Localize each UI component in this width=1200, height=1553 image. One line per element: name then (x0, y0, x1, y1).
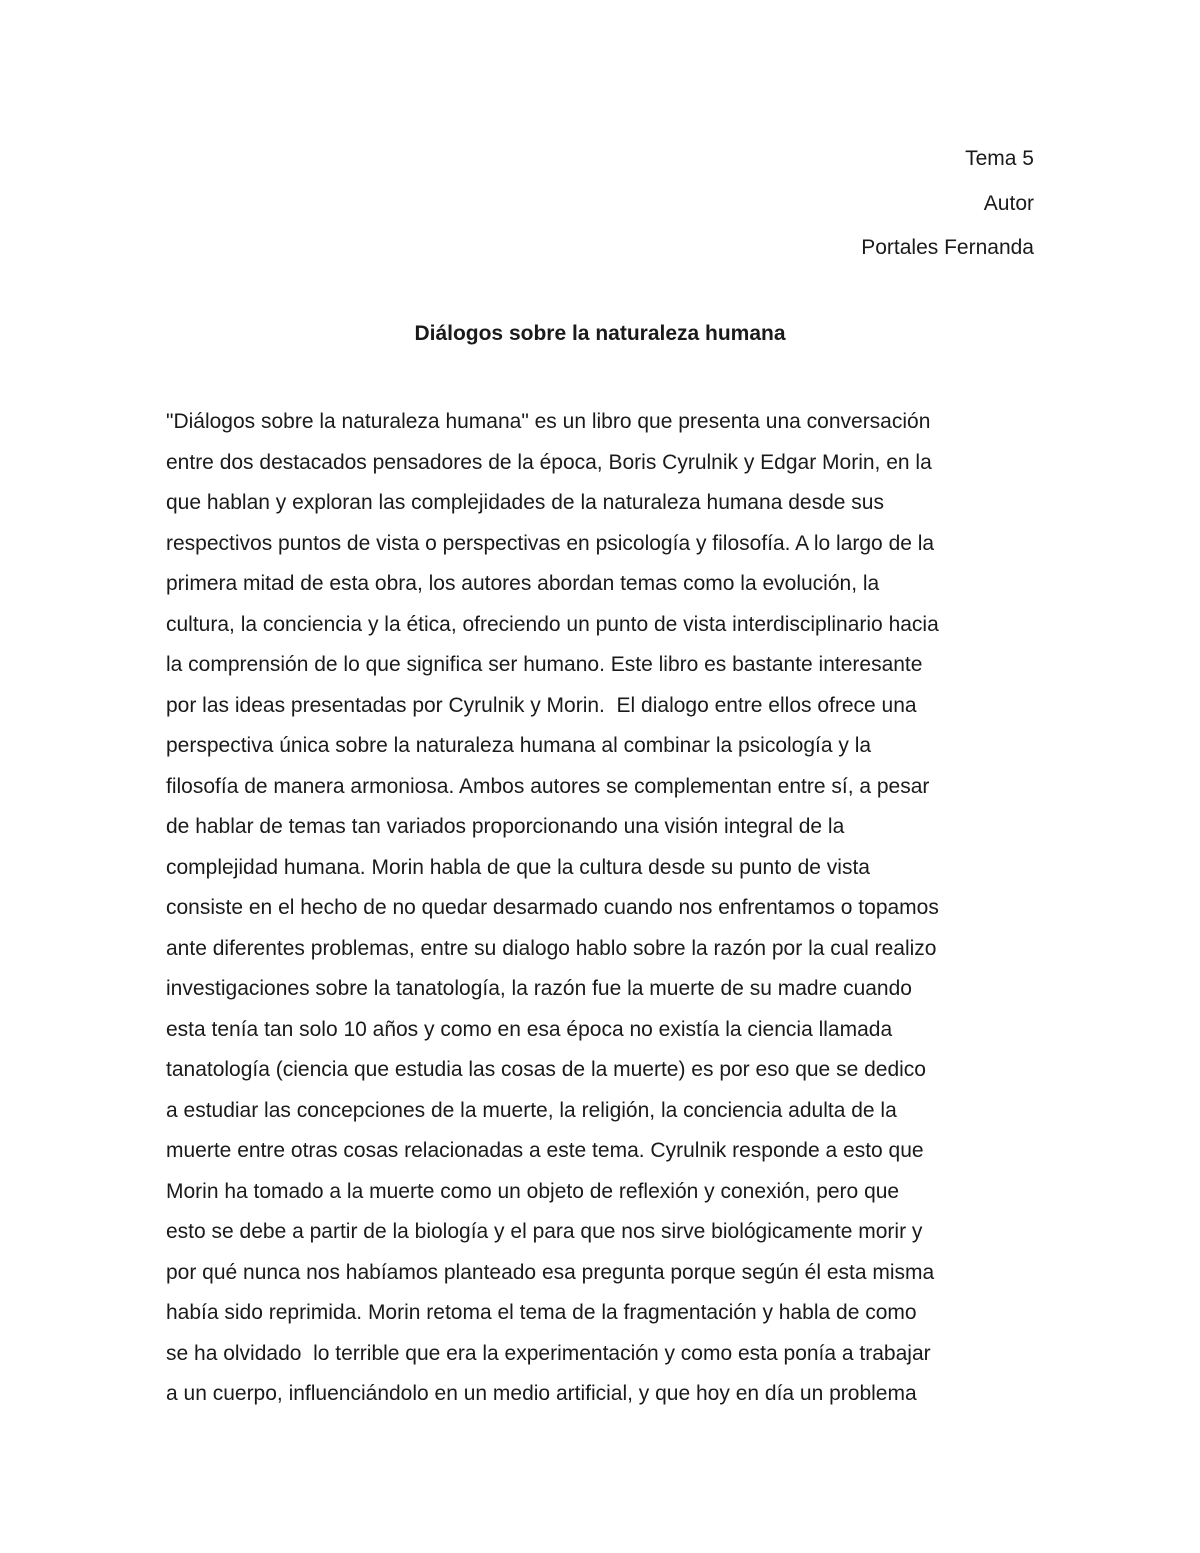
body-line: muerte entre otras cosas relacionadas a este tema. Cyrulnik responde a esto que (166, 1139, 924, 1162)
author-name: Portales Fernanda (861, 236, 1034, 259)
body-paragraph (166, 402, 1036, 1415)
body-line: "Diálogos sobre la naturaleza humana" es un libro que presenta una conversación (166, 410, 931, 433)
body-line: por las ideas presentadas por Cyrulnik y Morin. El dialogo entre ellos ofrece una (166, 693, 917, 717)
body-line: había sido reprimida. Morin retoma el tema de la fragmentación y habla de como (166, 1301, 917, 1324)
header-block (861, 137, 1034, 271)
body-line: primera mitad de esta obra, los autores abordan temas como la evolución, la (166, 572, 880, 595)
document-title: Diálogos sobre la naturaleza humana (414, 322, 786, 345)
body-line: a estudiar las concepciones de la muerte, la religión, la conciencia adulta de la (166, 1098, 897, 1122)
body-line: perspectiva única sobre la naturaleza humana al combinar la psicología y la (166, 734, 872, 757)
topic-label: Tema 5 (965, 147, 1034, 170)
body-line: ante diferentes problemas, entre su dialogo hablo sobre la razón por la cual realizo (166, 936, 937, 960)
body-line: se ha olvidado lo terrible que era la experimentación y como esta ponía a trabajar (166, 1341, 931, 1365)
body-line: filosofía de manera armoniosa. Ambos autores se complementan entre sí, a pesar (166, 774, 930, 798)
body-line: esto se debe a partir de la biología y el para que nos sirve biológicamente morir y (166, 1220, 923, 1243)
body-line: esta tenía tan solo 10 años y como en esa época no existía la ciencia llamada (166, 1017, 893, 1041)
body-line: la comprensión de lo que significa ser humano. Este libro es bastante interesante (166, 653, 923, 676)
body-line: a un cuerpo, influenciándolo en un medio artificial, y que hoy en día un problema (166, 1382, 917, 1405)
body-line: entre dos destacados pensadores de la época, Boris Cyrulnik y Edgar Morin, en la (166, 450, 932, 474)
body-line: tanatología (ciencia que estudia las cosas de la muerte) es por eso que se dedico (166, 1058, 926, 1081)
author-label: Autor (983, 191, 1034, 215)
body-line: respectivos puntos de vista o perspectivas en psicología y filosofía. A lo largo de la (166, 531, 935, 555)
body-line: consiste en el hecho de no quedar desarmado cuando nos enfrentamos o topamos (166, 896, 939, 919)
body-line: complejidad humana. Morin habla de que la cultura desde su punto de vista (166, 855, 870, 879)
body-line: de hablar de temas tan variados proporcionando una visión integral de la (166, 815, 845, 838)
body-line: que hablan y exploran las complejidades de la naturaleza humana desde sus (166, 491, 884, 514)
body-line: investigaciones sobre la tanatología, la razón fue la muerte de su madre cuando (166, 977, 912, 1000)
body-line: cultura, la conciencia y la ética, ofreciendo un punto de vista interdisciplinario hacia (166, 612, 939, 636)
body-line: Morin ha tomado a la muerte como un objeto de reflexión y conexión, pero que (166, 1179, 900, 1203)
body-line: por qué nunca nos habíamos planteado esa pregunta porque según él esta misma (166, 1260, 935, 1284)
